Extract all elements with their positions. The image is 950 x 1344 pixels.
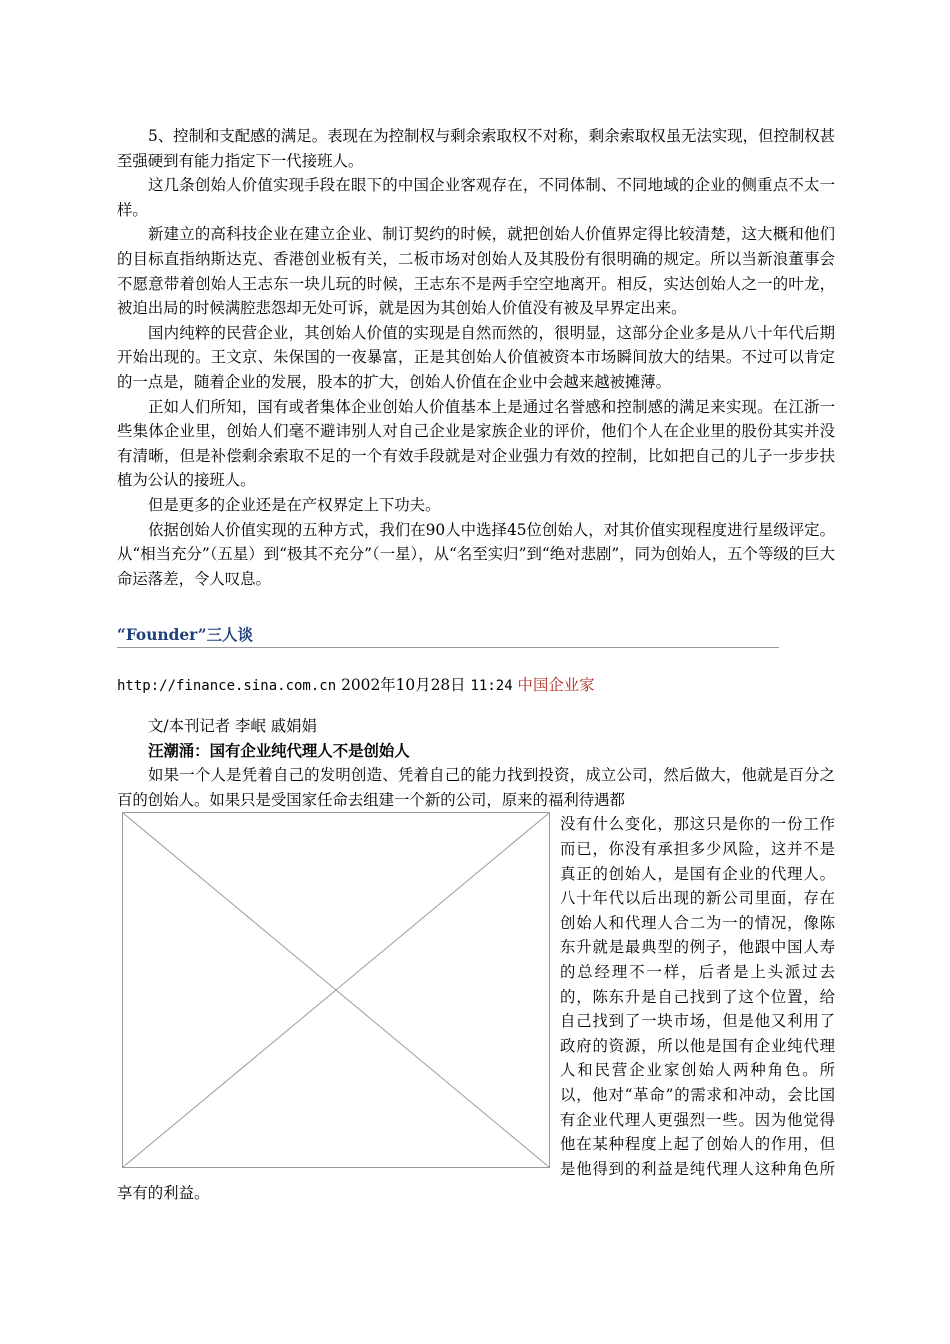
article xyxy=(117,714,835,1206)
body-paragraph: 新建立的高科技企业在建立企业、制订契约的时候，就把创始人价值界定得比较清楚，这大概和他们的目标直指纳斯达克、香港创业板有关，二板市场对创始人及其股份有很明确的规定。所以当新浪董事会不愿意带着创始人王志东一块儿玩的时候，王志东不是两手空空地离开。相反，实达创始人之一的叶龙，被迫出局的时候满腔悲怨却无处可诉，就是因为其创始人价值没有被及早界定出来。 xyxy=(117,225,835,318)
source-date: 2002年10月28日 xyxy=(341,676,466,694)
section-title: “Founder”三人谈 xyxy=(117,623,779,648)
body-paragraph: 国内纯粹的民营企业，其创始人价值的实现是自然而然的，很明显，这部分企业多是从八十年代后期开始出现的。王文京、朱保国的一夜暴富，正是其创始人价值被资本市场瞬间放大的结果。不过可以肯定的一点是，随着企业的发展，股本的扩大，创始人价值在企业中会越来越被摊薄。 xyxy=(117,323,835,391)
body-text xyxy=(117,124,835,591)
article-paragraph: 如果一个人是凭着自己的发明创造、凭着自己的能力找到投资，成立公司，然后做大，他就是百分之百的创始人。如果只是受国家任命去组建一个新的公司，原来的福利待遇都 xyxy=(117,766,835,809)
publisher-link[interactable]: 中国企业家 xyxy=(517,676,595,694)
body-paragraph: 但是更多的企业还是在产权界定上下功夫。 xyxy=(148,495,441,514)
figure-wrap xyxy=(117,812,835,1206)
body-paragraph: 5、控制和支配感的满足。表现在为控制权与剩余索取权不对称，剩余索取权虽无法实现，但控制权甚至强硬到有能力指定下一代接班人。 xyxy=(117,127,835,170)
source-time: 11:24 xyxy=(470,678,513,694)
byline: 文/本刊记者 李岷 戚娟娟 xyxy=(148,717,317,735)
article-paragraph: 没有什么变化，那这只是你的一份工作而已，你没有承担多少风险，这并不是真正的创始人，是国有企业的代理人。八十年代以后出现的新公司里面，存在创始人和代理人合二为一的情况，像陈东升就是最典型的例子，他跟中国人寿的总经理不一样，后者是上头派过去的，陈东升是自己找到了这个位置，给自己找到了一块市场，但是他又利用了政府的资源，所以他是国有企业纯代理人和民营企业家创始人两种角色。所以，他对“革命”的需求和冲动，会比国有企业代理人更强烈一些。因为他觉得他在某种程度上起了创始人的作用，但是他得到的利益是纯代理人这种角色所享有的利益。 xyxy=(117,815,835,1203)
body-paragraph: 正如人们所知，国有或者集体企业创始人价值基本上是通过名誉感和控制感的满足来实现。在江浙一些集体企业里，创始人们毫不避讳别人对自己企业是家族企业的评价，他们个人在企业里的股份其实并没有清晰，但是补偿剩余索取不足的一个有效手段就是对企业强力有效的控制，比如把自己的儿子一步步扶植为公认的接班人。 xyxy=(117,397,835,490)
source-line xyxy=(117,673,595,698)
subheading: 汪潮涌：国有企业纯代理人不是创始人 xyxy=(148,741,410,760)
body-paragraph: 依据创始人价值实现的五种方式，我们在90人中选择45位创始人，对其价值实现程度进行星级评定。从“相当充分”（五星）到“极其不充分”（一星），从“名至实归”到“绝对悲剧”，同为创始人，五个等级的巨大命运落差，令人叹息。 xyxy=(117,520,835,588)
source-url[interactable]: http://finance.sina.com.cn xyxy=(117,678,337,694)
body-paragraph: 这几条创始人价值实现手段在眼下的中国企业客观存在，不同体制、不同地域的企业的侧重点不太一样。 xyxy=(117,176,835,219)
broken-image-icon xyxy=(123,813,549,1167)
image-placeholder xyxy=(122,812,550,1168)
